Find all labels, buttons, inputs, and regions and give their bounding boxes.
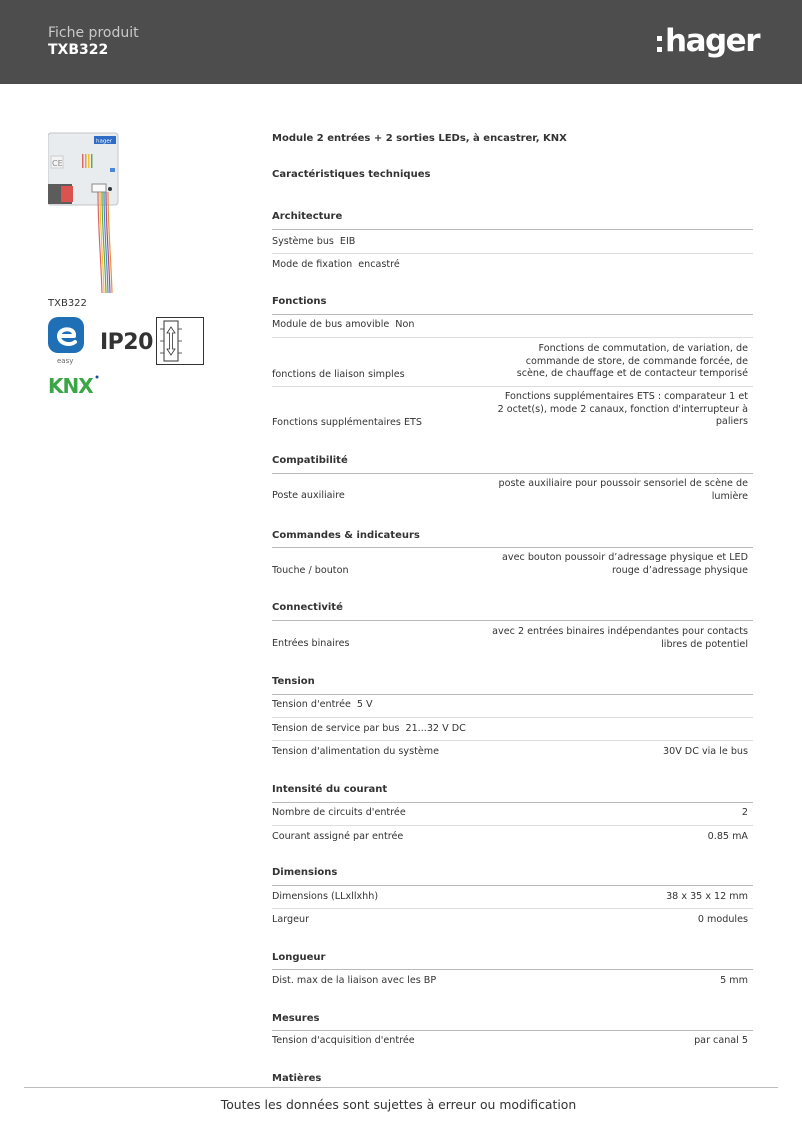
footer-disclaimer: Toutes les données sont sujettes à erreur ou modification — [220, 1097, 577, 1112]
spec-label: Fonctions supplémentaires ETS — [272, 417, 422, 428]
easy-logo — [48, 317, 88, 367]
section-divider — [272, 314, 753, 315]
spec-row — [272, 343, 753, 381]
header-subtitle: Fiche produit — [48, 25, 139, 41]
spec-value: 0 modules — [697, 914, 748, 925]
spec-label: Tension de service par bus 21...32 V DC — [272, 723, 466, 734]
section-title-mesures: Mesures — [272, 1013, 320, 1024]
section-title-intensite: Intensité du courant — [272, 784, 388, 795]
spec-value: 0.85 mA — [707, 831, 748, 842]
spec-value: 30V DC via le bus — [662, 746, 748, 757]
spec-label: Entrées binaires — [272, 638, 350, 649]
spec-row — [272, 478, 753, 504]
header-reference: TXB322 — [48, 42, 109, 58]
section-divider — [272, 694, 753, 695]
spec-value: par canal 5 — [694, 1035, 748, 1046]
spec-label: Tension d'acquisition d'entrée — [272, 1035, 415, 1046]
spec-value: 5 mm — [720, 975, 748, 986]
section-title-matieres: Matières — [272, 1073, 322, 1084]
spec-label: Dimensions (LLxllxhh) — [272, 891, 379, 902]
svg-text:CE: CE — [52, 159, 63, 168]
section-title-compatibilite: Compatibilité — [272, 455, 348, 466]
spec-row — [272, 552, 753, 578]
knx-label: KNX — [48, 374, 93, 397]
spec-row — [272, 626, 753, 652]
row-divider — [272, 908, 753, 909]
section-divider — [272, 473, 753, 474]
spec-value: avec 2 entrées binaires indépendantes pour contacts libres de potentiel — [492, 626, 748, 650]
footer-divider — [24, 1087, 778, 1088]
spec-label: Largeur — [272, 914, 310, 925]
spec-value: avec bouton poussoir d’adressage physique et LED rouge d’adressage physique — [502, 552, 748, 576]
section-divider — [272, 620, 753, 621]
row-divider — [272, 253, 753, 254]
spec-label: Mode de fixation encastré — [272, 259, 400, 270]
section-divider — [272, 969, 753, 970]
spec-label: Courant assigné par entrée — [272, 831, 404, 842]
spec-label: Dist. max de la liaison avec les BP — [272, 975, 437, 986]
section-divider — [272, 229, 753, 230]
spec-label: Poste auxiliaire — [272, 490, 345, 501]
row-divider — [272, 740, 753, 741]
page-header — [0, 0, 802, 84]
product-title: Module 2 entrées + 2 sorties LEDs, à encastrer, KNX — [272, 133, 567, 144]
row-divider — [272, 825, 753, 826]
easy-label: easy — [57, 357, 74, 365]
product-brand-label: hager — [96, 138, 112, 145]
spec-label: Module de bus amovible Non — [272, 319, 415, 330]
section-divider — [272, 885, 753, 886]
spec-label: Nombre de circuits d'entrée — [272, 807, 406, 818]
spec-label: fonctions de liaison simples — [272, 369, 405, 380]
spec-row — [272, 391, 753, 429]
row-divider — [272, 337, 753, 338]
knx-logo — [48, 373, 100, 397]
section-title-commandes: Commandes & indicateurs — [272, 530, 420, 541]
section-title-tension: Tension — [272, 676, 315, 687]
product-reference: TXB322 — [48, 298, 87, 309]
mounting-icon — [156, 317, 204, 365]
section-divider — [272, 802, 753, 803]
row-divider — [272, 386, 753, 387]
spec-label: Système bus EIB — [272, 236, 356, 247]
section-title-dimensions: Dimensions — [272, 867, 338, 878]
spec-value: 2 — [741, 807, 748, 818]
spec-label: Tension d'alimentation du système — [272, 746, 440, 757]
spec-value: Fonctions de commutation, de variation, de commande de store, de commande forcée, de scène, de chauffage et de contacteur temporisé — [516, 343, 748, 380]
section-title-fonctions: Fonctions — [272, 296, 327, 307]
brand-name: hager — [665, 23, 759, 59]
section-divider — [272, 1030, 753, 1031]
section-title-architecture: Architecture — [272, 211, 343, 222]
tech-heading: Caractéristiques techniques — [272, 169, 431, 180]
spec-label: Touche / bouton — [272, 565, 349, 576]
section-title-longueur: Longueur — [272, 952, 326, 963]
ip-rating: IP20 — [100, 330, 153, 355]
spec-value: 38 x 35 x 12 mm — [666, 891, 748, 902]
row-divider — [272, 717, 753, 718]
section-title-connectivite: Connectivité — [272, 602, 343, 613]
spec-label: Tension d'entrée 5 V — [272, 699, 373, 710]
product-image — [48, 128, 120, 296]
section-divider — [272, 547, 753, 548]
spec-value: Fonctions supplémentaires ETS : comparateur 1 et 2 octet(s), mode 2 canaux, fonction d'interrupteur à paliers — [497, 391, 748, 428]
spec-value: poste auxiliaire pour poussoir sensoriel de scène de lumière — [498, 478, 748, 502]
